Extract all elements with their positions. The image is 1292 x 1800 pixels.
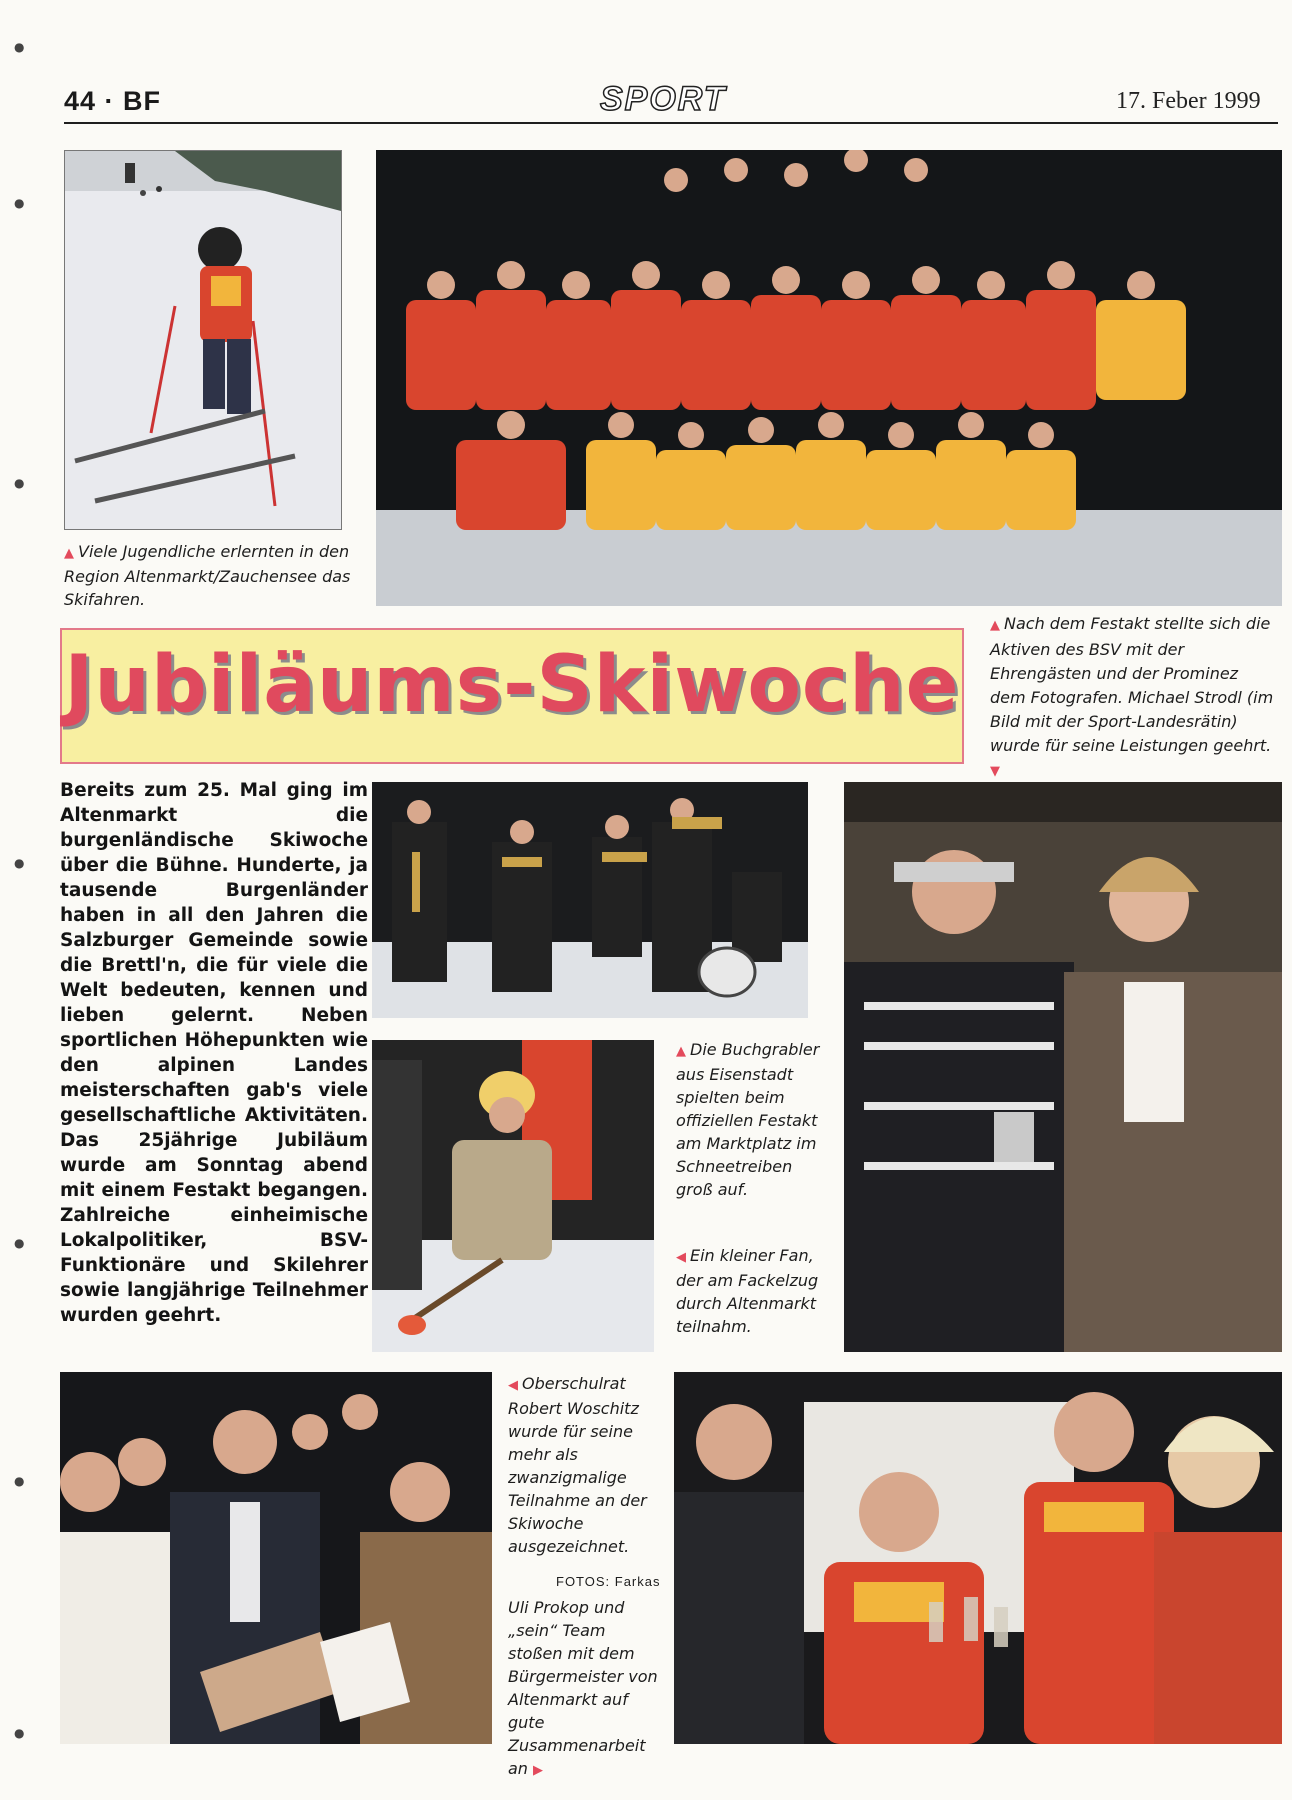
binding-hole-icon: ● bbox=[14, 40, 25, 54]
triangle-left-icon: ◀ bbox=[676, 1250, 686, 1265]
caption-text: Die Buchgrabler aus Eisenstadt spielten beim offiziellen Festakt am Marktplatz im Schneetreiben groß auf. bbox=[676, 1040, 820, 1199]
woschitz-caption bbox=[508, 1372, 658, 1558]
caption-text: Nach dem Festakt stellte sich die Aktiven des BSV mit der Ehrengästen und der Prominez dem Fotografen. Michael Strodl (im Bild mit der Sport-Landesrätin) wurde für seine Leistungen geehrt. bbox=[990, 614, 1274, 755]
triangle-up-icon: ▲ bbox=[676, 1044, 686, 1059]
section-title: SPORT bbox=[600, 80, 727, 118]
prokop-caption bbox=[508, 1596, 658, 1782]
toast-photo bbox=[674, 1372, 1282, 1744]
photo-credit: FOTOS: Farkas bbox=[556, 1574, 661, 1589]
triangle-up-icon: ▲ bbox=[64, 546, 74, 561]
binding-hole-icon: ● bbox=[14, 1474, 25, 1488]
caption-text: Viele Jugendliche erlernten in den Region Altenmarkt/Zauchensee das Skifahren. bbox=[64, 542, 351, 609]
fan-caption bbox=[676, 1244, 826, 1338]
binding-hole-icon: ● bbox=[14, 856, 25, 870]
child-skier-caption bbox=[64, 540, 354, 611]
page-number: 44 · BF bbox=[64, 86, 162, 116]
header-rule bbox=[64, 122, 1278, 124]
caption-text: Ein kleiner Fan, der am Fackelzug durch Altenmarkt teilnahm. bbox=[676, 1246, 819, 1336]
child-skier-photo bbox=[64, 150, 342, 530]
award-couple-photo bbox=[844, 782, 1282, 1352]
triangle-right-icon: ▶ bbox=[533, 1763, 544, 1778]
caption-text: Uli Prokop und „sein“ Team stoßen mit dem Bürgermeister von Altenmarkt auf gute Zusammenarbeit an bbox=[508, 1598, 658, 1778]
headline: Jubiläums-Skiwoche bbox=[64, 640, 960, 730]
band-caption bbox=[676, 1038, 826, 1201]
brass-band-photo bbox=[372, 782, 808, 1018]
triangle-up-icon: ▲ bbox=[990, 618, 1000, 633]
group-caption bbox=[990, 612, 1274, 784]
ski-club-group-photo bbox=[376, 150, 1282, 606]
binding-hole-icon: ● bbox=[14, 1236, 25, 1250]
binding-hole-icon: ● bbox=[14, 1726, 25, 1740]
crowd-award-photo bbox=[60, 1372, 492, 1744]
triangle-left-icon: ◀ bbox=[508, 1378, 518, 1393]
article-body: Bereits zum 25. Mal ging im Altenmarkt die burgenländische Skiwoche über die Bühne. Hunderte, ja tausende Burgenländer haben in all den Jahren die Salzburger Gemeinde sowie die Brettl'n, die für viele die Welt bedeuten, kennen und lieben gelernt. Neben sportlichen Höhepunkten wie den alpinen Landes meisterschaften gab's viele gesellschaftliche Aktivitäten. Das 25jährige Jubiläum wurde am Sonntag abend mit einem Festakt begangen. Zahlreiche einheimische Lokalpolitiker, BSV-Funktionäre und Skilehrer sowie langjährige Teilnehmer wurden geehrt. bbox=[60, 780, 368, 1326]
triangle-down-icon: ▼ bbox=[990, 764, 1000, 779]
child-with-torch-photo bbox=[372, 1040, 654, 1352]
caption-text: Oberschulrat Robert Woschitz wurde für seine mehr als zwanzigmalige Teilnahme an der Skiwoche ausgezeichnet. bbox=[508, 1374, 647, 1556]
binding-hole-icon: ● bbox=[14, 476, 25, 490]
issue-date: 17. Feber 1999 bbox=[1116, 88, 1261, 114]
binding-hole-icon: ● bbox=[14, 196, 25, 210]
